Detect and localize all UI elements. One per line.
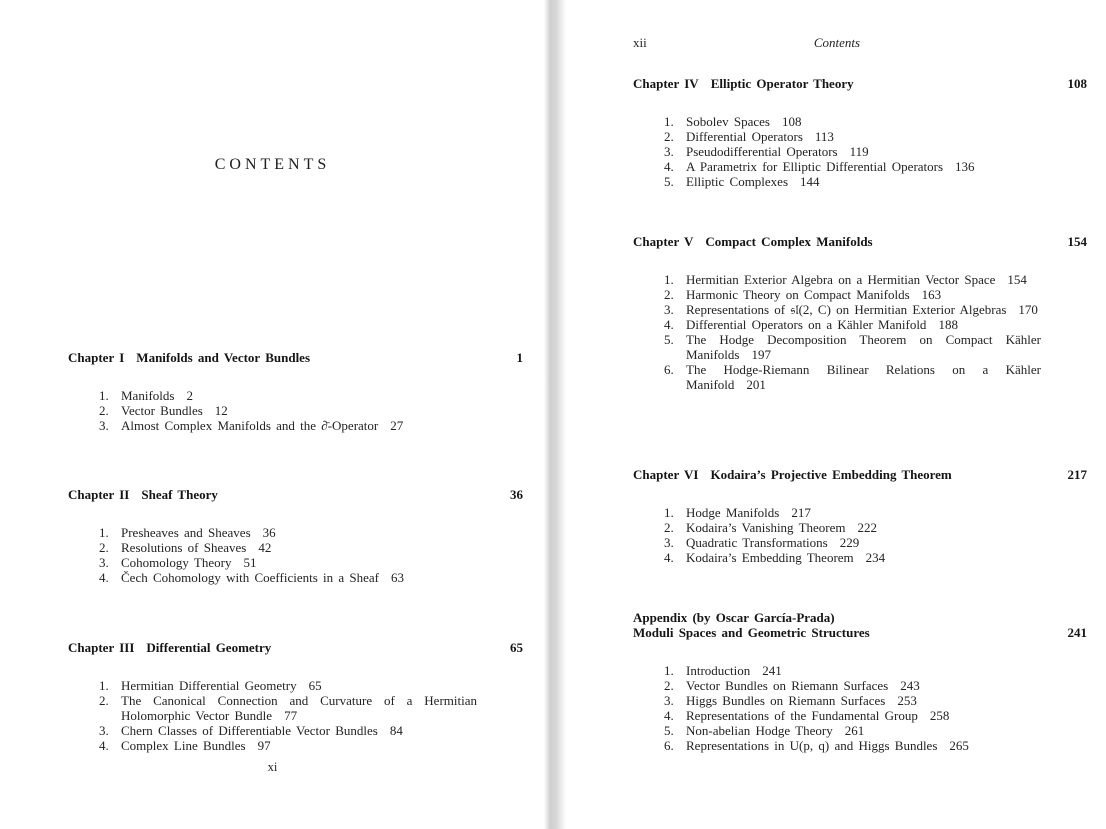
toc-entry-title: Harmonic Theory on Compact Manifolds [686, 287, 910, 302]
toc-entry-number: 3. [664, 535, 674, 550]
chapter-page-number: 1 [516, 350, 523, 365]
toc-entry [633, 693, 1041, 708]
toc-entry-page: 63 [391, 570, 404, 585]
toc-entry-number: 1. [664, 114, 674, 129]
toc-entry-number: 6. [664, 738, 674, 753]
toc-entry-number: 1. [664, 663, 674, 678]
toc-entry-page: 65 [308, 678, 322, 693]
toc-entry-page: 253 [897, 693, 917, 708]
toc-entry-page: 108 [781, 114, 802, 129]
toc-entry [68, 418, 477, 433]
section-item-list [68, 388, 477, 433]
chapter-label: Chapter I [68, 350, 125, 365]
chapter-label: Chapter V [633, 234, 694, 249]
toc-entry [633, 550, 1041, 565]
toc-entry [633, 362, 1041, 392]
chapter-section [633, 234, 1087, 392]
toc-entry [68, 555, 477, 570]
toc-entry-number: 1. [99, 678, 109, 693]
toc-entry [633, 302, 1041, 317]
page-folio: xii [633, 35, 647, 50]
contents-title: CONTENTS [214, 156, 331, 173]
toc-entry-title: Complex Line Bundles [121, 738, 246, 753]
toc-entry [68, 388, 477, 403]
section-item-list [633, 663, 1041, 753]
toc-entry-number: 4. [664, 159, 674, 174]
chapter-page-number: 154 [1067, 234, 1087, 249]
toc-entry [68, 525, 477, 540]
toc-entry-page: 188 [938, 317, 958, 332]
page-folio: xi [267, 760, 278, 774]
chapter-label: Chapter VI [633, 467, 699, 482]
chapter-heading [68, 350, 523, 365]
toc-entry-number: 2. [664, 129, 674, 144]
toc-entry-page: 2 [186, 388, 193, 403]
toc-entry-number: 4. [99, 738, 109, 753]
section-item-list [633, 505, 1041, 565]
toc-entry [633, 663, 1041, 678]
toc-entry-number: 2. [664, 678, 674, 693]
toc-entry-page: 144 [800, 174, 820, 189]
toc-entry [633, 114, 1041, 129]
toc-entry-number: 1. [99, 525, 109, 540]
toc-entry-title: Higgs Bundles on Riemann Surfaces [686, 693, 886, 708]
chapter-label: Chapter III [68, 640, 135, 655]
toc-entry-title: Non-abelian Hodge Theory [686, 723, 833, 738]
toc-entry-number: 5. [664, 332, 674, 347]
chapter-title: Sheaf Theory [141, 487, 218, 502]
toc-entry-number: 3. [99, 555, 109, 570]
chapter-heading [633, 467, 1087, 482]
toc-entry [633, 287, 1041, 302]
toc-entry [68, 570, 477, 585]
toc-entry-number: 2. [99, 693, 109, 708]
chapter-title: Compact Complex Manifolds [705, 234, 873, 249]
toc-entry [68, 693, 477, 723]
appendix-section [633, 610, 1087, 753]
toc-entry-number: 3. [99, 418, 109, 433]
toc-entry-title: Almost Complex Manifolds and the ∂̄-Operator [121, 418, 379, 433]
contents-page-left [68, 0, 523, 829]
toc-entry-page: 113 [814, 129, 834, 144]
toc-entry-title: Elliptic Complexes [686, 174, 789, 189]
toc-entry-title: Sobolev Spaces [686, 114, 770, 129]
toc-entry-number: 3. [664, 302, 674, 317]
section-item-list [68, 525, 477, 585]
toc-entry-number: 2. [664, 520, 674, 535]
appendix-title: Moduli Spaces and Geometric Structures [633, 625, 870, 640]
toc-entry-page: 36 [262, 525, 276, 540]
chapter-heading [68, 640, 523, 655]
toc-entry-page: 197 [751, 347, 771, 362]
toc-entry-number: 2. [99, 403, 109, 418]
section-item-list [68, 678, 477, 753]
toc-entry-number: 4. [99, 570, 109, 585]
toc-entry-number: 3. [99, 723, 109, 738]
toc-entry [633, 174, 1041, 189]
chapter-title: Kodaira’s Projective Embedding Theorem [710, 467, 952, 482]
toc-entry [633, 520, 1041, 535]
toc-entry-page: 77 [284, 708, 298, 723]
toc-entry-number: 2. [664, 287, 674, 302]
chapter-label: Chapter IV [633, 76, 699, 91]
toc-entry-title: Čech Cohomology with Coefficients in a Sheaf [121, 570, 379, 585]
appendix-label: Appendix (by Oscar García-Prada) [633, 610, 835, 625]
toc-entry-page: 265 [949, 738, 969, 753]
toc-entry-number: 3. [664, 693, 674, 708]
toc-entry-number: 4. [664, 550, 674, 565]
toc-entry-title: Pseudodifferential Operators [686, 144, 838, 159]
toc-entry-title: Differential Operators on a Kähler Manifold [686, 317, 927, 332]
chapter-heading [633, 234, 1087, 249]
toc-entry-page: 243 [900, 678, 920, 693]
toc-entry-title: Hodge Manifolds [686, 505, 780, 520]
toc-entry-page: 97 [257, 738, 271, 753]
running-head [633, 35, 1041, 51]
toc-entry-title: Representations in U(p, q) and Higgs Bundles [686, 738, 938, 753]
chapter-page-number: 65 [510, 640, 523, 655]
page-gutter-shadow [544, 0, 566, 829]
toc-entry-title: Kodaira’s Embedding Theorem [686, 550, 854, 565]
appendix-page-number: 241 [1067, 625, 1087, 640]
toc-entry [68, 723, 477, 738]
toc-entry [633, 332, 1041, 362]
toc-entry-title: The Canonical Connection and Curvature of a Hermitian Holomorphic Vector Bundle [121, 693, 477, 723]
chapter-section [68, 640, 523, 753]
toc-entry-title: Presheaves and Sheaves [121, 525, 251, 540]
toc-entry-number: 6. [664, 362, 674, 377]
toc-entry-title: Representations of 𝔰𝔩(2, C) on Hermitian Exterior Algebras [686, 302, 1007, 317]
toc-entry-number: 1. [664, 272, 674, 287]
toc-entry-title: Resolutions of Sheaves [121, 540, 247, 555]
toc-entry [68, 540, 477, 555]
toc-entry-number: 3. [664, 144, 674, 159]
toc-entry [633, 505, 1041, 520]
chapter-title: Manifolds and Vector Bundles [136, 350, 311, 365]
toc-entry-page: 42 [258, 540, 272, 555]
toc-entry-page: 136 [955, 159, 975, 174]
chapter-heading [68, 487, 523, 502]
chapter-page-number: 217 [1067, 467, 1087, 482]
chapter-heading [633, 76, 1087, 91]
toc-entry-page: 12 [214, 403, 228, 418]
running-head-title: Contents [813, 35, 861, 50]
chapter-page-number: 108 [1067, 76, 1087, 91]
toc-entry-page: 163 [921, 287, 942, 302]
toc-entry [633, 738, 1041, 753]
toc-entry-page: 27 [390, 418, 404, 433]
contents-page-right [633, 0, 1087, 829]
toc-entry-page: 119 [849, 144, 869, 159]
toc-entry-page: 217 [791, 505, 811, 520]
toc-entry-title: Vector Bundles on Riemann Surfaces [686, 678, 889, 693]
toc-entry [633, 144, 1041, 159]
toc-entry-title: Manifolds [121, 388, 175, 403]
chapter-section [633, 76, 1087, 189]
toc-entry-page: 229 [839, 535, 860, 550]
toc-entry-number: 1. [664, 505, 674, 520]
toc-entry-page: 241 [762, 663, 782, 678]
toc-entry [633, 723, 1041, 738]
toc-entry-title: Introduction [686, 663, 751, 678]
chapter-label: Chapter II [68, 487, 130, 502]
toc-entry-number: 2. [99, 540, 109, 555]
toc-entry [68, 403, 477, 418]
toc-entry-page: 234 [865, 550, 886, 565]
toc-entry-number: 1. [99, 388, 109, 403]
toc-entry-number: 5. [664, 174, 674, 189]
toc-entry-page: 84 [389, 723, 403, 738]
toc-entry-page: 201 [746, 377, 766, 392]
toc-entry-title: Kodaira’s Vanishing Theorem [686, 520, 846, 535]
toc-entry-page: 154 [1007, 272, 1027, 287]
toc-entry [633, 678, 1041, 693]
toc-entry-title: The Hodge-Riemann Bilinear Relations on a Kähler Manifold [686, 362, 1041, 392]
toc-entry-page: 222 [857, 520, 877, 535]
toc-entry-title: The Hodge Decomposition Theorem on Compact Kähler Manifolds [686, 332, 1041, 362]
section-item-list [633, 272, 1041, 392]
toc-entry-number: 4. [664, 317, 674, 332]
toc-entry [68, 678, 477, 693]
toc-entry-title: Vector Bundles [121, 403, 203, 418]
toc-entry-page: 261 [844, 723, 865, 738]
toc-entry [633, 272, 1041, 287]
chapter-section [68, 350, 523, 433]
toc-entry-title: A Parametrix for Elliptic Differential Operators [686, 159, 944, 174]
chapter-title: Differential Geometry [146, 640, 272, 655]
toc-entry [633, 129, 1041, 144]
toc-entry-title: Hermitian Exterior Algebra on a Hermitian Vector Space [686, 272, 996, 287]
toc-entry [633, 159, 1041, 174]
toc-entry-page: 170 [1018, 302, 1038, 317]
chapter-title: Elliptic Operator Theory [710, 76, 854, 91]
toc-entry-number: 4. [664, 708, 674, 723]
chapter-page-number: 36 [510, 487, 523, 502]
toc-entry [68, 738, 477, 753]
toc-entry-page: 258 [929, 708, 950, 723]
toc-entry-title: Hermitian Differential Geometry [121, 678, 297, 693]
toc-entry-title: Differential Operators [686, 129, 803, 144]
chapter-section [68, 487, 523, 585]
section-item-list [633, 114, 1041, 189]
toc-entry-title: Quadratic Transformations [686, 535, 828, 550]
toc-entry-title: Cohomology Theory [121, 555, 232, 570]
chapter-section [633, 467, 1087, 565]
toc-entry-title: Chern Classes of Differentiable Vector Bundles [121, 723, 378, 738]
toc-entry [633, 317, 1041, 332]
appendix-heading [633, 610, 1087, 640]
toc-entry [633, 535, 1041, 550]
toc-entry-number: 5. [664, 723, 674, 738]
toc-entry-page: 51 [243, 555, 257, 570]
toc-entry [633, 708, 1041, 723]
toc-entry-title: Representations of the Fundamental Group [686, 708, 918, 723]
